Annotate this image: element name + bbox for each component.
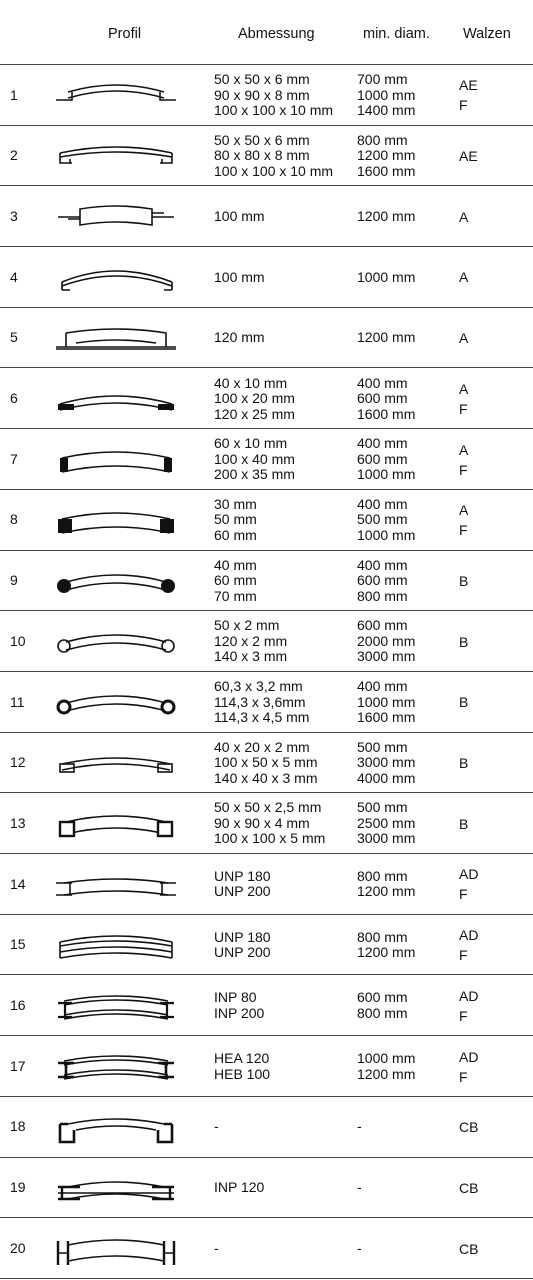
row-number: 4 (10, 268, 18, 285)
walzen-cell: CB (459, 1119, 479, 1136)
t-arched-profile-icon (52, 260, 182, 298)
dimension-cell: INP 120 (214, 1179, 265, 1196)
walzen-cell: CB (459, 1240, 479, 1257)
min-diameter-cell: 400 mm 1000 mm 1600 mm (357, 678, 416, 726)
table-header (0, 0, 533, 65)
round-solid-profile-icon (52, 564, 182, 602)
min-diameter-cell: 1200 mm (357, 329, 416, 346)
dimension-cell: 100 mm (214, 268, 265, 285)
dimension-cell: HEA 120 HEB 100 (214, 1050, 271, 1082)
angle-curved-profile-icon (52, 139, 182, 177)
min-diameter-cell: 600 mm 2000 mm 3000 mm (357, 617, 416, 665)
t-wide-profile-icon (52, 321, 182, 359)
walzen-cell: AD F (459, 987, 479, 1024)
table-row (0, 429, 533, 490)
i-beam-profile-icon (52, 989, 182, 1027)
min-diameter-cell: 400 mm 600 mm 1000 mm (357, 435, 416, 483)
table-row (0, 65, 533, 126)
row-number: 10 (10, 632, 26, 649)
t-flat-profile-icon (52, 199, 182, 237)
i-beam-hardway-profile-icon (52, 1171, 182, 1209)
table-row (0, 1036, 533, 1097)
row-number: 8 (10, 511, 18, 528)
row-number: 18 (10, 1118, 26, 1135)
header-walzen: Walzen (463, 26, 511, 42)
table-row (0, 126, 533, 187)
dimension-cell: UNP 180 UNP 200 (214, 867, 271, 900)
walzen-cell: AE (459, 148, 478, 165)
table-row (0, 308, 533, 369)
walzen-cell: A F (459, 441, 469, 478)
min-diameter-cell: - (357, 1118, 362, 1135)
min-diameter-cell: 600 mm 800 mm (357, 989, 408, 1021)
row-number: 20 (10, 1239, 26, 1256)
bar-upright-profile-icon (52, 442, 182, 480)
h-beam-profile-icon (52, 1049, 182, 1087)
min-diameter-cell: 500 mm 2500 mm 3000 mm (357, 799, 416, 847)
min-diameter-cell: 800 mm 1200 mm (357, 867, 416, 900)
dimension-cell: 50 x 50 x 6 mm 80 x 80 x 8 mm 100 x 100 x 10 mm (214, 131, 334, 179)
min-diameter-cell: - (357, 1239, 362, 1256)
table-row (0, 369, 533, 430)
walzen-cell: B (459, 694, 469, 711)
table-row (0, 793, 533, 854)
table-row (0, 1097, 533, 1158)
table-row (0, 186, 533, 247)
dimension-cell: - (214, 1118, 219, 1135)
row-number: 17 (10, 1057, 26, 1074)
walzen-cell: A F (459, 502, 469, 539)
dimension-cell: 40 x 20 x 2 mm 100 x 50 x 5 mm 140 x 40 x 3 mm (214, 738, 318, 786)
square-tube-profile-icon (52, 806, 182, 844)
header-abmessung: Abmessung (238, 26, 315, 42)
row-number: 19 (10, 1179, 26, 1196)
min-diameter-cell: 400 mm 500 mm 1000 mm (357, 495, 416, 543)
dimension-cell: 120 mm (214, 329, 265, 346)
min-diameter-cell: 400 mm 600 mm 800 mm (357, 556, 408, 604)
walzen-cell: B (459, 755, 469, 772)
table-row (0, 733, 533, 794)
header-profil: Profil (108, 26, 142, 42)
dimension-cell: 50 x 50 x 6 mm 90 x 90 x 8 mm 100 x 100 x 10 mm (214, 71, 334, 119)
walzen-cell: AD F (459, 927, 479, 964)
table-row (0, 915, 533, 976)
rect-tube-profile-icon (52, 746, 182, 784)
table-row (0, 247, 533, 308)
row-number: 6 (10, 390, 18, 407)
dimension-cell: 50 x 2 mm 120 x 2 mm 140 x 3 mm (214, 617, 288, 665)
min-diameter-cell: 800 mm 1200 mm (357, 928, 416, 961)
min-diameter-cell: 800 mm 1200 mm 1600 mm (357, 131, 416, 179)
dimension-cell: 30 mm 50 mm 60 mm (214, 495, 257, 543)
table-row (0, 854, 533, 915)
min-diameter-cell: 500 mm 3000 mm 4000 mm (357, 738, 416, 786)
row-number: 16 (10, 997, 26, 1014)
walzen-cell: A (459, 330, 469, 347)
table-row (0, 976, 533, 1037)
row-number: 12 (10, 754, 26, 771)
dimension-cell: - (214, 1239, 219, 1256)
flat-bar-profile-icon (52, 382, 182, 420)
table-row (0, 551, 533, 612)
h-beam-hardway-profile-icon (52, 1231, 182, 1269)
dimension-cell: 100 mm (214, 207, 265, 224)
dimension-cell: 40 x 10 mm 100 x 20 mm 120 x 25 mm (214, 374, 295, 422)
round-tube-thin-profile-icon (52, 624, 182, 662)
channel-curved-profile-icon (52, 928, 182, 966)
row-number: 2 (10, 147, 18, 164)
walzen-cell: CB (459, 1179, 479, 1196)
row-number: 3 (10, 207, 18, 224)
row-number: 15 (10, 936, 26, 953)
walzen-cell: AD F (459, 866, 479, 903)
walzen-cell: B (459, 815, 469, 832)
min-diameter-cell: 1200 mm (357, 207, 416, 224)
dimension-cell: 50 x 50 x 2,5 mm 90 x 90 x 4 mm 100 x 100 x 5 mm (214, 799, 326, 847)
table-row (0, 1218, 533, 1279)
min-diameter-cell: 1000 mm (357, 268, 416, 285)
row-number: 14 (10, 875, 26, 892)
row-number: 13 (10, 814, 26, 831)
table-row (0, 611, 533, 672)
min-diameter-cell: - (357, 1179, 362, 1196)
dimension-cell: 60 x 10 mm 100 x 40 mm 200 x 35 mm (214, 435, 295, 483)
row-number: 5 (10, 329, 18, 346)
walzen-cell: B (459, 633, 469, 650)
row-number: 9 (10, 572, 18, 589)
channel-flat-profile-icon (52, 867, 182, 905)
t-flange-down-profile-icon (52, 78, 182, 116)
dimension-cell: UNP 180 UNP 200 (214, 928, 271, 961)
row-number: 7 (10, 450, 18, 467)
dimension-cell: INP 80 INP 200 (214, 989, 265, 1021)
min-diameter-cell: 400 mm 600 mm 1600 mm (357, 374, 416, 422)
table-row (0, 1158, 533, 1219)
table-row (0, 672, 533, 733)
min-diameter-cell: 700 mm 1000 mm 1400 mm (357, 71, 416, 119)
channel-hardway-profile-icon (52, 1110, 182, 1148)
row-number: 11 (10, 693, 25, 710)
table-row (0, 490, 533, 551)
dimension-cell: 60,3 x 3,2 mm 114,3 x 3,6mm 114,3 x 4,5 mm (214, 678, 310, 726)
row-number: 1 (10, 86, 18, 103)
walzen-cell: AD F (459, 1048, 479, 1085)
round-tube-thick-profile-icon (52, 685, 182, 723)
walzen-cell: A F (459, 380, 469, 417)
walzen-cell: A (459, 208, 469, 225)
header-min-diam: min. diam. (363, 26, 430, 42)
square-bar-profile-icon (52, 503, 182, 541)
dimension-cell: 40 mm 60 mm 70 mm (214, 556, 257, 604)
walzen-cell: A (459, 269, 469, 286)
walzen-cell: AE F (459, 77, 478, 114)
min-diameter-cell: 1000 mm 1200 mm (357, 1050, 416, 1082)
walzen-cell: B (459, 572, 469, 589)
